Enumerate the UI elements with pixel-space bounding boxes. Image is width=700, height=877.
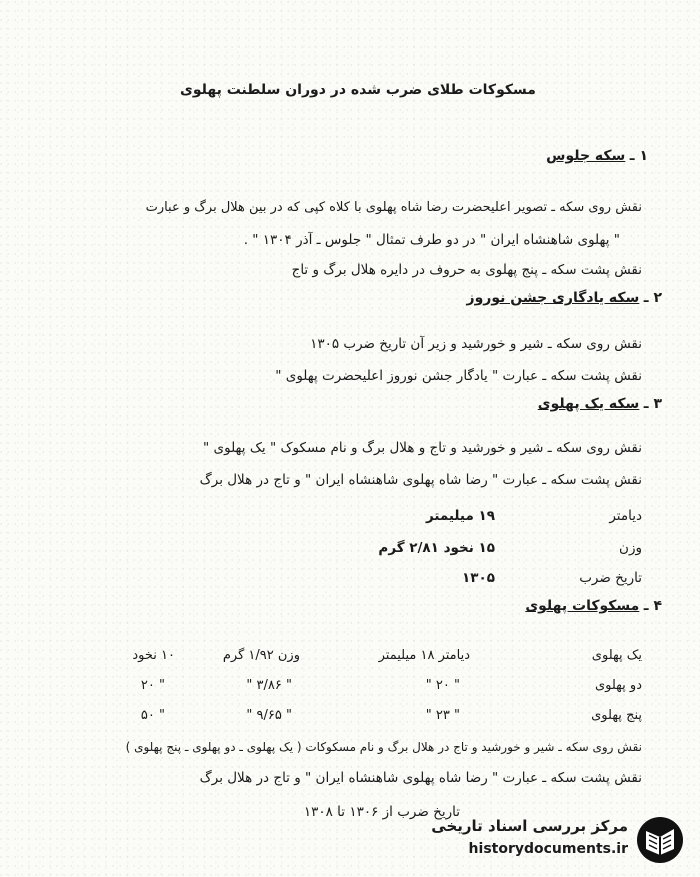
section-1-title: سکه جلوس [546, 148, 626, 164]
section-3-number: ۳ ـ [643, 396, 662, 412]
stat-value-mint-date: ۱۳۰۵ [462, 570, 495, 586]
coin-nokhod: " ۲۰ [140, 678, 165, 693]
section-4-line-2: نقش پشت سکه ـ عبارت " رضا شاه پهلوی شاهنشاه ایران " و تاج در هلال برگ [199, 770, 642, 786]
section-1-line-1: نقش روی سکه ـ تصویر اعلیحضرت رضا شاه پهلوی با کلاه کپی که در بین هلال برگ و عبارت [145, 200, 642, 215]
coin-nokhod: " ۵۰ [140, 708, 165, 723]
archive-website: historydocuments.ir [468, 841, 628, 857]
coin-name: پنج پهلوی [591, 708, 642, 723]
section-3-line-1: نقش روی سکه ـ شیر و خورشید و تاج و هلال برگ و نام مسکوک " یک پهلوی " [203, 440, 642, 456]
section-2-line-1: نقش روی سکه ـ شیر و خورشید و زیر آن تاریخ ضرب ۱۳۰۵ [310, 336, 642, 352]
section-2-line-2: نقش پشت سکه ـ عبارت " یادگار جشن نوروز اعلیحضرت پهلوی " [275, 368, 642, 384]
coin-weight: " ۳/۸۶ " [246, 678, 292, 693]
section-1-heading [546, 148, 648, 164]
section-4-heading [525, 598, 662, 614]
coin-name: یک پهلوی [591, 648, 642, 663]
coin-name: دو پهلوی [594, 678, 642, 693]
stat-value-weight: ۱۵ نخود ۲/۸۱ گرم [378, 540, 495, 556]
section-1-number: ۱ ـ [629, 148, 648, 164]
coin-table-row-3 [0, 708, 700, 728]
section-3-heading [538, 396, 662, 412]
stat-value-diameter: ۱۹ میلیمتر [425, 508, 495, 524]
section-4-number: ۴ ـ [643, 598, 662, 614]
coin-diameter: دیامتر ۱۸ میلیمتر [378, 648, 470, 663]
archive-name-persian: مرکز بررسی اسناد تاریخی [431, 817, 628, 835]
coin-diameter: " ۲۳ " [425, 708, 460, 723]
coin-table-row-2 [0, 678, 700, 698]
section-2-heading [467, 290, 662, 306]
section-3-line-2: نقش پشت سکه ـ عبارت " رضا شاه پهلوی شاهنشاه ایران " و تاج در هلال برگ [199, 472, 642, 488]
section-4-line-3: تاریخ ضرب از ۱۳۰۶ تا ۱۳۰۸ [303, 804, 460, 820]
section-4-title: مسکوکات پهلوی [525, 598, 640, 614]
section-1-line-2: " پهلوی شاهنشاه ایران " در دو طرف تمثال " جلوس ـ آذر ۱۳۰۴ " . [243, 232, 620, 248]
coin-diameter: " ۲۰ " [425, 678, 460, 693]
stat-label-mint-date: تاریخ ضرب [579, 570, 642, 586]
document-title: مسکوکات طلای ضرب شده در دوران سلطنت پهلوی [180, 82, 536, 98]
section-3-title: سکه یک پهلوی [537, 396, 640, 412]
coin-weight: وزن ۱/۹۲ گرم [222, 648, 300, 663]
coin-nokhod: ۱۰ نخود [132, 648, 175, 663]
book-scroll-icon [634, 815, 686, 865]
coin-weight: " ۹/۶۵ " [246, 708, 292, 723]
section-1-line-3: نقش پشت سکه ـ پنج پهلوی به حروف در دایره هلال برگ و تاج [291, 262, 642, 278]
archive-logo [431, 815, 686, 865]
stat-label-diameter: دیامتر [609, 508, 642, 524]
stat-label-weight: وزن [619, 540, 642, 556]
section-2-title: سکه یادگاری جشن نوروز [466, 290, 640, 306]
coin-table-row-1 [0, 648, 700, 668]
section-2-number: ۲ ـ [643, 290, 662, 306]
section-4-line-1: نقش روی سکه ـ شیر و خورشید و تاج در هلال برگ و نام مسکوکات ( یک پهلوی ـ دو پهلوی ـ پنج پهلوی ) [125, 740, 642, 754]
